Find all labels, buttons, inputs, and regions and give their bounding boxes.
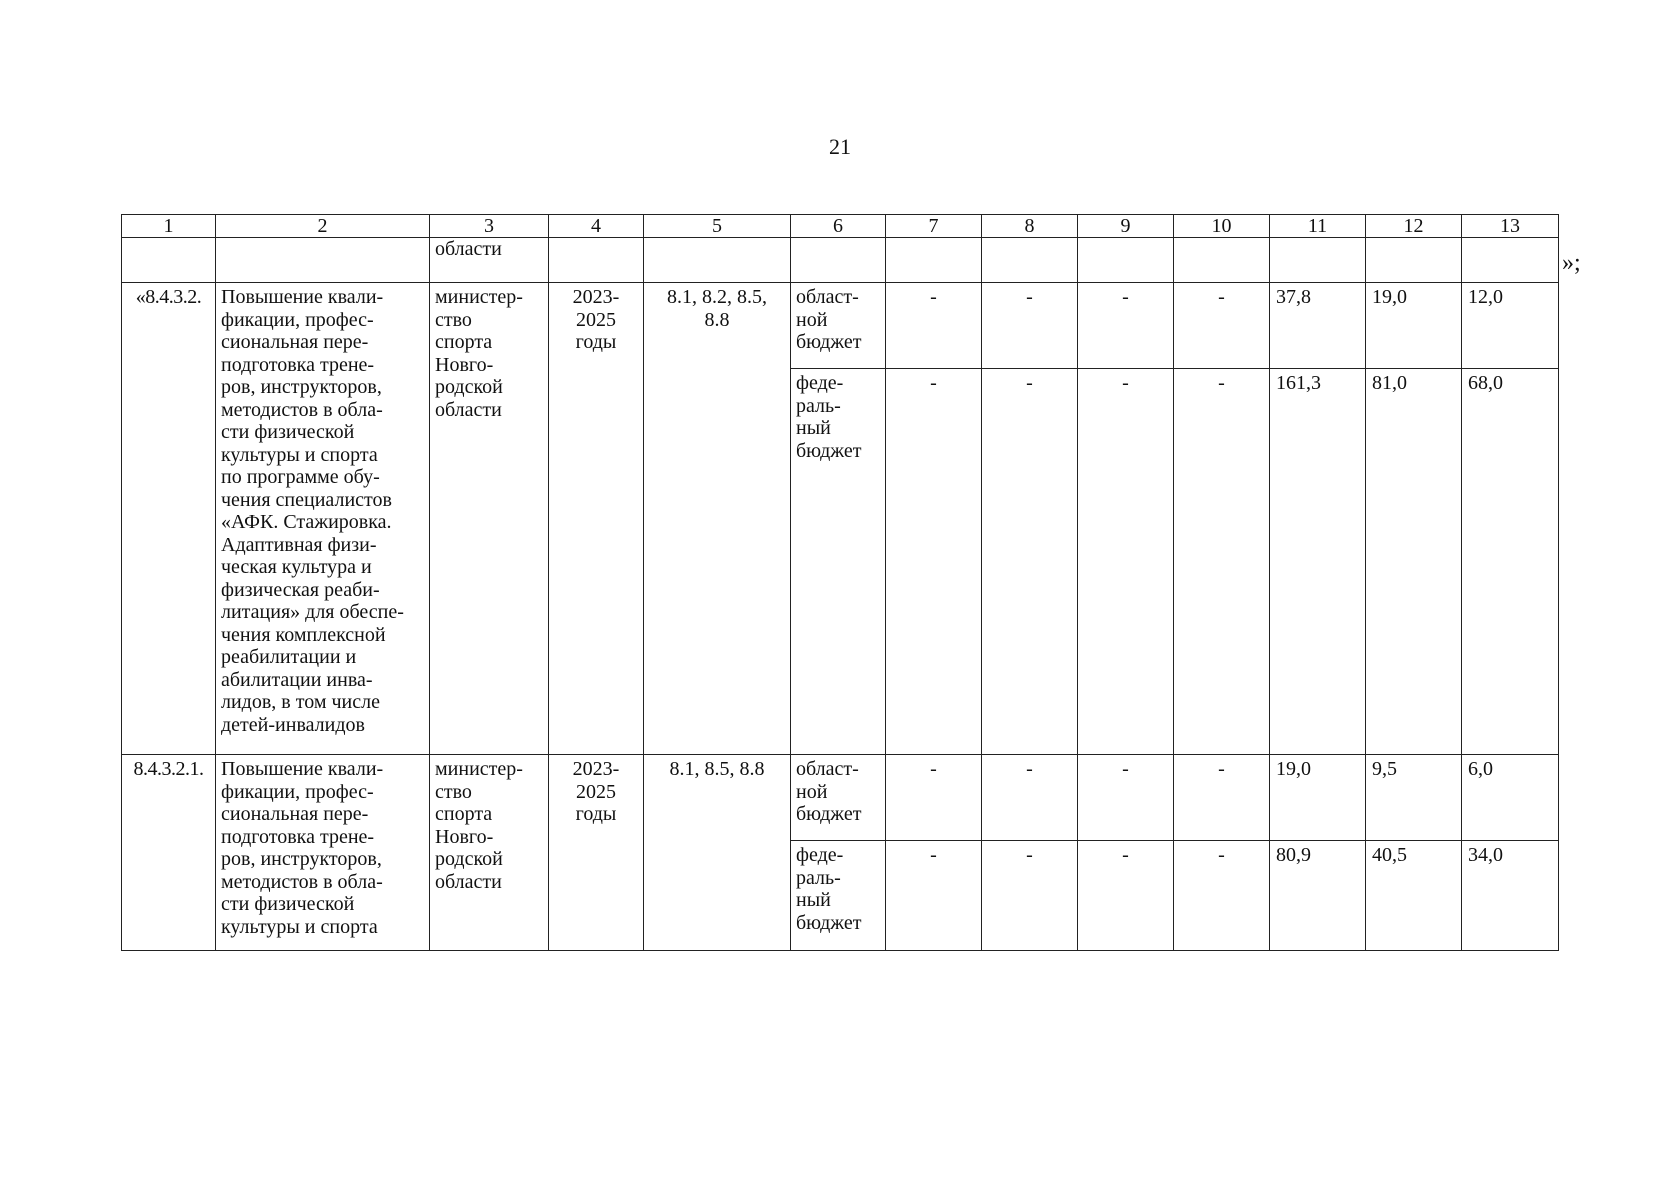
page-number: 21 [829,134,851,159]
table-cell [1174,238,1270,283]
table-row [122,283,1559,369]
value-cell: - [1078,841,1174,951]
activity-code: «8.4.3.2. [122,283,216,755]
activity-code: 8.4.3.2.1. [122,755,216,951]
column-number: 9 [1078,215,1174,238]
value-cell: 12,0 [1462,283,1559,369]
column-number: 5 [644,215,791,238]
closing-quote-mark: »; [1562,250,1581,276]
funding-source: феде- раль- ный бюджет [791,369,886,755]
table-cell [549,238,644,283]
value-cell: 81,0 [1366,369,1462,755]
table-cell [886,238,982,283]
value-cell: - [1174,283,1270,369]
column-number: 2 [216,215,430,238]
value-cell: - [886,283,982,369]
value-cell: 34,0 [1462,841,1559,951]
table-cell [122,238,216,283]
table-row [122,755,1559,841]
activity-description: Повышение квали- фикации, профес- сиональная пере- подготовка трене- ров, инструкторов, методистов в обла- сти физической культуры и спорта [216,755,430,951]
value-cell: - [1174,369,1270,755]
activity-indicators: 8.1, 8.5, 8.8 [644,755,791,951]
activity-indicators: 8.1, 8.2, 8.5, 8.8 [644,283,791,755]
table-cell [1366,238,1462,283]
column-number: 3 [430,215,549,238]
funding-source: област- ной бюджет [791,283,886,369]
table-cell [644,238,791,283]
table-cell [216,238,430,283]
funding-source: област- ной бюджет [791,755,886,841]
table-cell [791,238,886,283]
column-number: 6 [791,215,886,238]
value-cell: - [886,369,982,755]
value-cell: - [1078,369,1174,755]
value-cell: 6,0 [1462,755,1559,841]
funding-source: феде- раль- ный бюджет [791,841,886,951]
value-cell: 80,9 [1270,841,1366,951]
value-cell: 161,3 [1270,369,1366,755]
value-cell: - [982,841,1078,951]
value-cell: 37,8 [1270,283,1366,369]
table-cell [1270,238,1366,283]
value-cell: - [982,369,1078,755]
value-cell: 19,0 [1366,283,1462,369]
value-cell: - [1078,283,1174,369]
executor-continuation: области [430,238,549,283]
value-cell: - [1174,841,1270,951]
column-number: 8 [982,215,1078,238]
activity-period: 2023- 2025 годы [549,755,644,951]
continuation-row [122,238,1559,283]
column-number: 12 [1366,215,1462,238]
column-number: 11 [1270,215,1366,238]
value-cell: - [1078,755,1174,841]
column-number: 13 [1462,215,1559,238]
table-cell [1078,238,1174,283]
value-cell: 68,0 [1462,369,1559,755]
value-cell: - [886,841,982,951]
activity-executor: министер- ство спорта Новго- родской области [430,755,549,951]
column-number: 1 [122,215,216,238]
value-cell: 9,5 [1366,755,1462,841]
activity-period: 2023- 2025 годы [549,283,644,755]
value-cell: - [1174,755,1270,841]
value-cell: - [982,283,1078,369]
table-cell [982,238,1078,283]
column-number: 4 [549,215,644,238]
column-number: 7 [886,215,982,238]
value-cell: 19,0 [1270,755,1366,841]
activity-executor: министер- ство спорта Новго- родской области [430,283,549,755]
value-cell: - [886,755,982,841]
program-activities-table [121,214,1559,951]
table-cell [1462,238,1559,283]
value-cell: - [982,755,1078,841]
column-number: 10 [1174,215,1270,238]
activity-description: Повышение квали- фикации, профес- сиональная пере- подготовка трене- ров, инструкторов, методистов в обла- сти физической культуры и спорта по программе обу- чения специалистов «АФК. Стажировка. Адаптивная физи- ческая культура и физическая реаби- литация» для обеспе- чения комплексной реабилитации и абилитации инва- лидов, в том числе детей-инвалидов [216,283,430,755]
value-cell: 40,5 [1366,841,1462,951]
column-number-row [122,215,1559,238]
